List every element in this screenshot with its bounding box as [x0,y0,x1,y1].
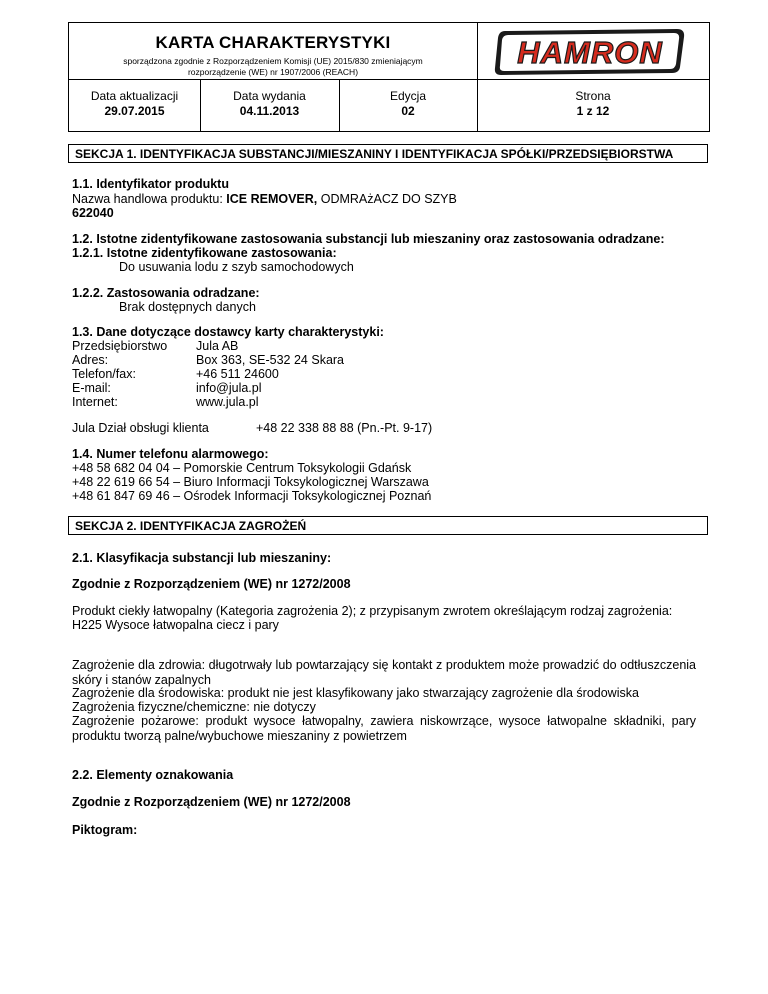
trade-name-bold: ICE REMOVER, [226,192,318,206]
section-2-heading: SEKCJA 2. IDENTYFIKACJA ZAGROŻEŃ [68,516,708,535]
pictogram-label: Piktogram: [72,823,138,837]
s21-title: 2.1. Klasyfikacja substancji lub mieszaniny: [72,551,332,565]
cell-label: Edycja [389,89,427,103]
document-title: KARTA CHARAKTERYSTYKI [155,33,391,52]
supplier-label: Adres: [72,353,109,367]
customer-service-phone: +48 22 338 88 88 (Pn.-Pt. 9-17) [256,421,433,435]
supplier-label: Telefon/fax: [72,367,136,381]
issue-date-cell [200,80,339,131]
emergency-line: +48 58 682 04 04 – Pomorskie Centrum Toksykologii Gdańsk [72,461,412,475]
supplier-label: Przedsiębiorstwo [72,339,168,353]
cell-value: 1 z 12 [576,104,610,118]
supplier-value: Box 363, SE-532 24 Skara [196,353,345,367]
supplier-value: +46 511 24600 [196,367,279,381]
logo-text: HAMRON [517,35,663,70]
regulation-heading: Zgodnie z Rozporządzeniem (WE) nr 1272/2008 [72,577,351,591]
update-date-cell [69,80,200,131]
s11-title: 1.1. Identyfikator produktu [72,177,229,191]
s13-title: 1.3. Dane dotyczące dostawcy karty charakterystyki: [72,325,384,339]
cell-value: 04.11.2013 [239,104,300,118]
document-header [68,22,710,132]
supplier-value: Jula AB [196,339,239,353]
cell-label: Data wydania [233,89,306,103]
emergency-line: +48 22 619 66 54 – Biuro Informacji Toksykologicznej Warszawa [72,475,429,489]
s122-text: Brak dostępnych danych [119,300,256,314]
supplier-website[interactable]: www.jula.pl [196,395,259,409]
logo-cell [477,23,709,79]
product-code: 622040 [72,206,114,220]
trade-name-rest: ODMRAżACZ DO SZYB [317,192,457,206]
hazard-physical: Zagrożenia fizyczne/chemiczne: nie dotyczy [72,700,316,714]
emergency-line: +48 61 847 69 46 – Ośrodek Informacji Toksykologicznej Poznań [72,489,432,503]
supplier-email[interactable]: info@jula.pl [196,381,262,395]
hazard-environment: Zagrożenie dla środowiska: produkt nie jest klasyfikowany jako stwarzający zagrożenie dla środowiska [72,686,639,700]
hazard-fire: Zagrożenie pożarowe: produkt wysoce łatwopalny, zawiera niskowrzące, wysoce łatwopalne składniki, pary produktu tworzą palne/wybuchowe mieszaniny z powietrzem [72,714,696,743]
hazard-health: Zagrożenie dla zdrowia: długotrwały lub powtarzający się kontakt z produktem może prowadzić do odtłuszczenia skóry i stanów zapalnych [72,658,696,687]
customer-service-label: Jula Dział obsługi klienta [72,421,209,435]
cell-value: 02 [401,104,415,118]
s121-text: Do usuwania lodu z szyb samochodowych [119,260,354,274]
classification-line: Produkt ciekły łatwopalny (Kategoria zagrożenia 2); z przypisanym zwrotem określającym rodzaj zagrożenia: [72,604,673,618]
cell-value: 29.07.2015 [104,104,165,118]
subtitle-line: sporządzona zgodnie z Rozporządzeniem Komisji (UE) 2015/830 zmieniającym [123,56,423,66]
s22-title: 2.2. Elementy oznakowania [72,768,234,782]
supplier-label: Internet: [72,395,118,409]
cell-label: Data aktualizacji [90,89,179,103]
s122-title: 1.2.2. Zastosowania odradzane: [72,286,260,300]
document-subtitle [69,56,477,78]
trade-name-line [72,192,457,207]
supplier-label: E-mail: [72,381,111,395]
section-1-heading: SEKCJA 1. IDENTYFIKACJA SUBSTANCJI/MIESZANINY I IDENTYFIKACJA SPÓŁKI/PRZEDSIĘBIORSTWA [68,144,708,163]
cell-label: Strona [575,89,611,103]
edition-cell [339,80,477,131]
regulation-heading-2: Zgodnie z Rozporządzeniem (WE) nr 1272/2008 [72,795,351,809]
subtitle-line: rozporządzenie (WE) nr 1907/2006 (REACH) [187,67,359,77]
s12-title: 1.2. Istotne zidentyfikowane zastosowania substancji lub mieszaniny oraz zastosowania odradzane: [72,232,665,246]
s121-title: 1.2.1. Istotne zidentyfikowane zastosowania: [72,246,337,260]
trade-name-label: Nazwa handlowa produktu: [72,192,227,206]
s14-title: 1.4. Numer telefonu alarmowego: [72,447,269,461]
hamron-logo [477,23,709,79]
title-cell [69,23,477,79]
classification-line: H225 Wysoce łatwopalna ciecz i pary [72,618,279,632]
page-cell [477,80,709,131]
